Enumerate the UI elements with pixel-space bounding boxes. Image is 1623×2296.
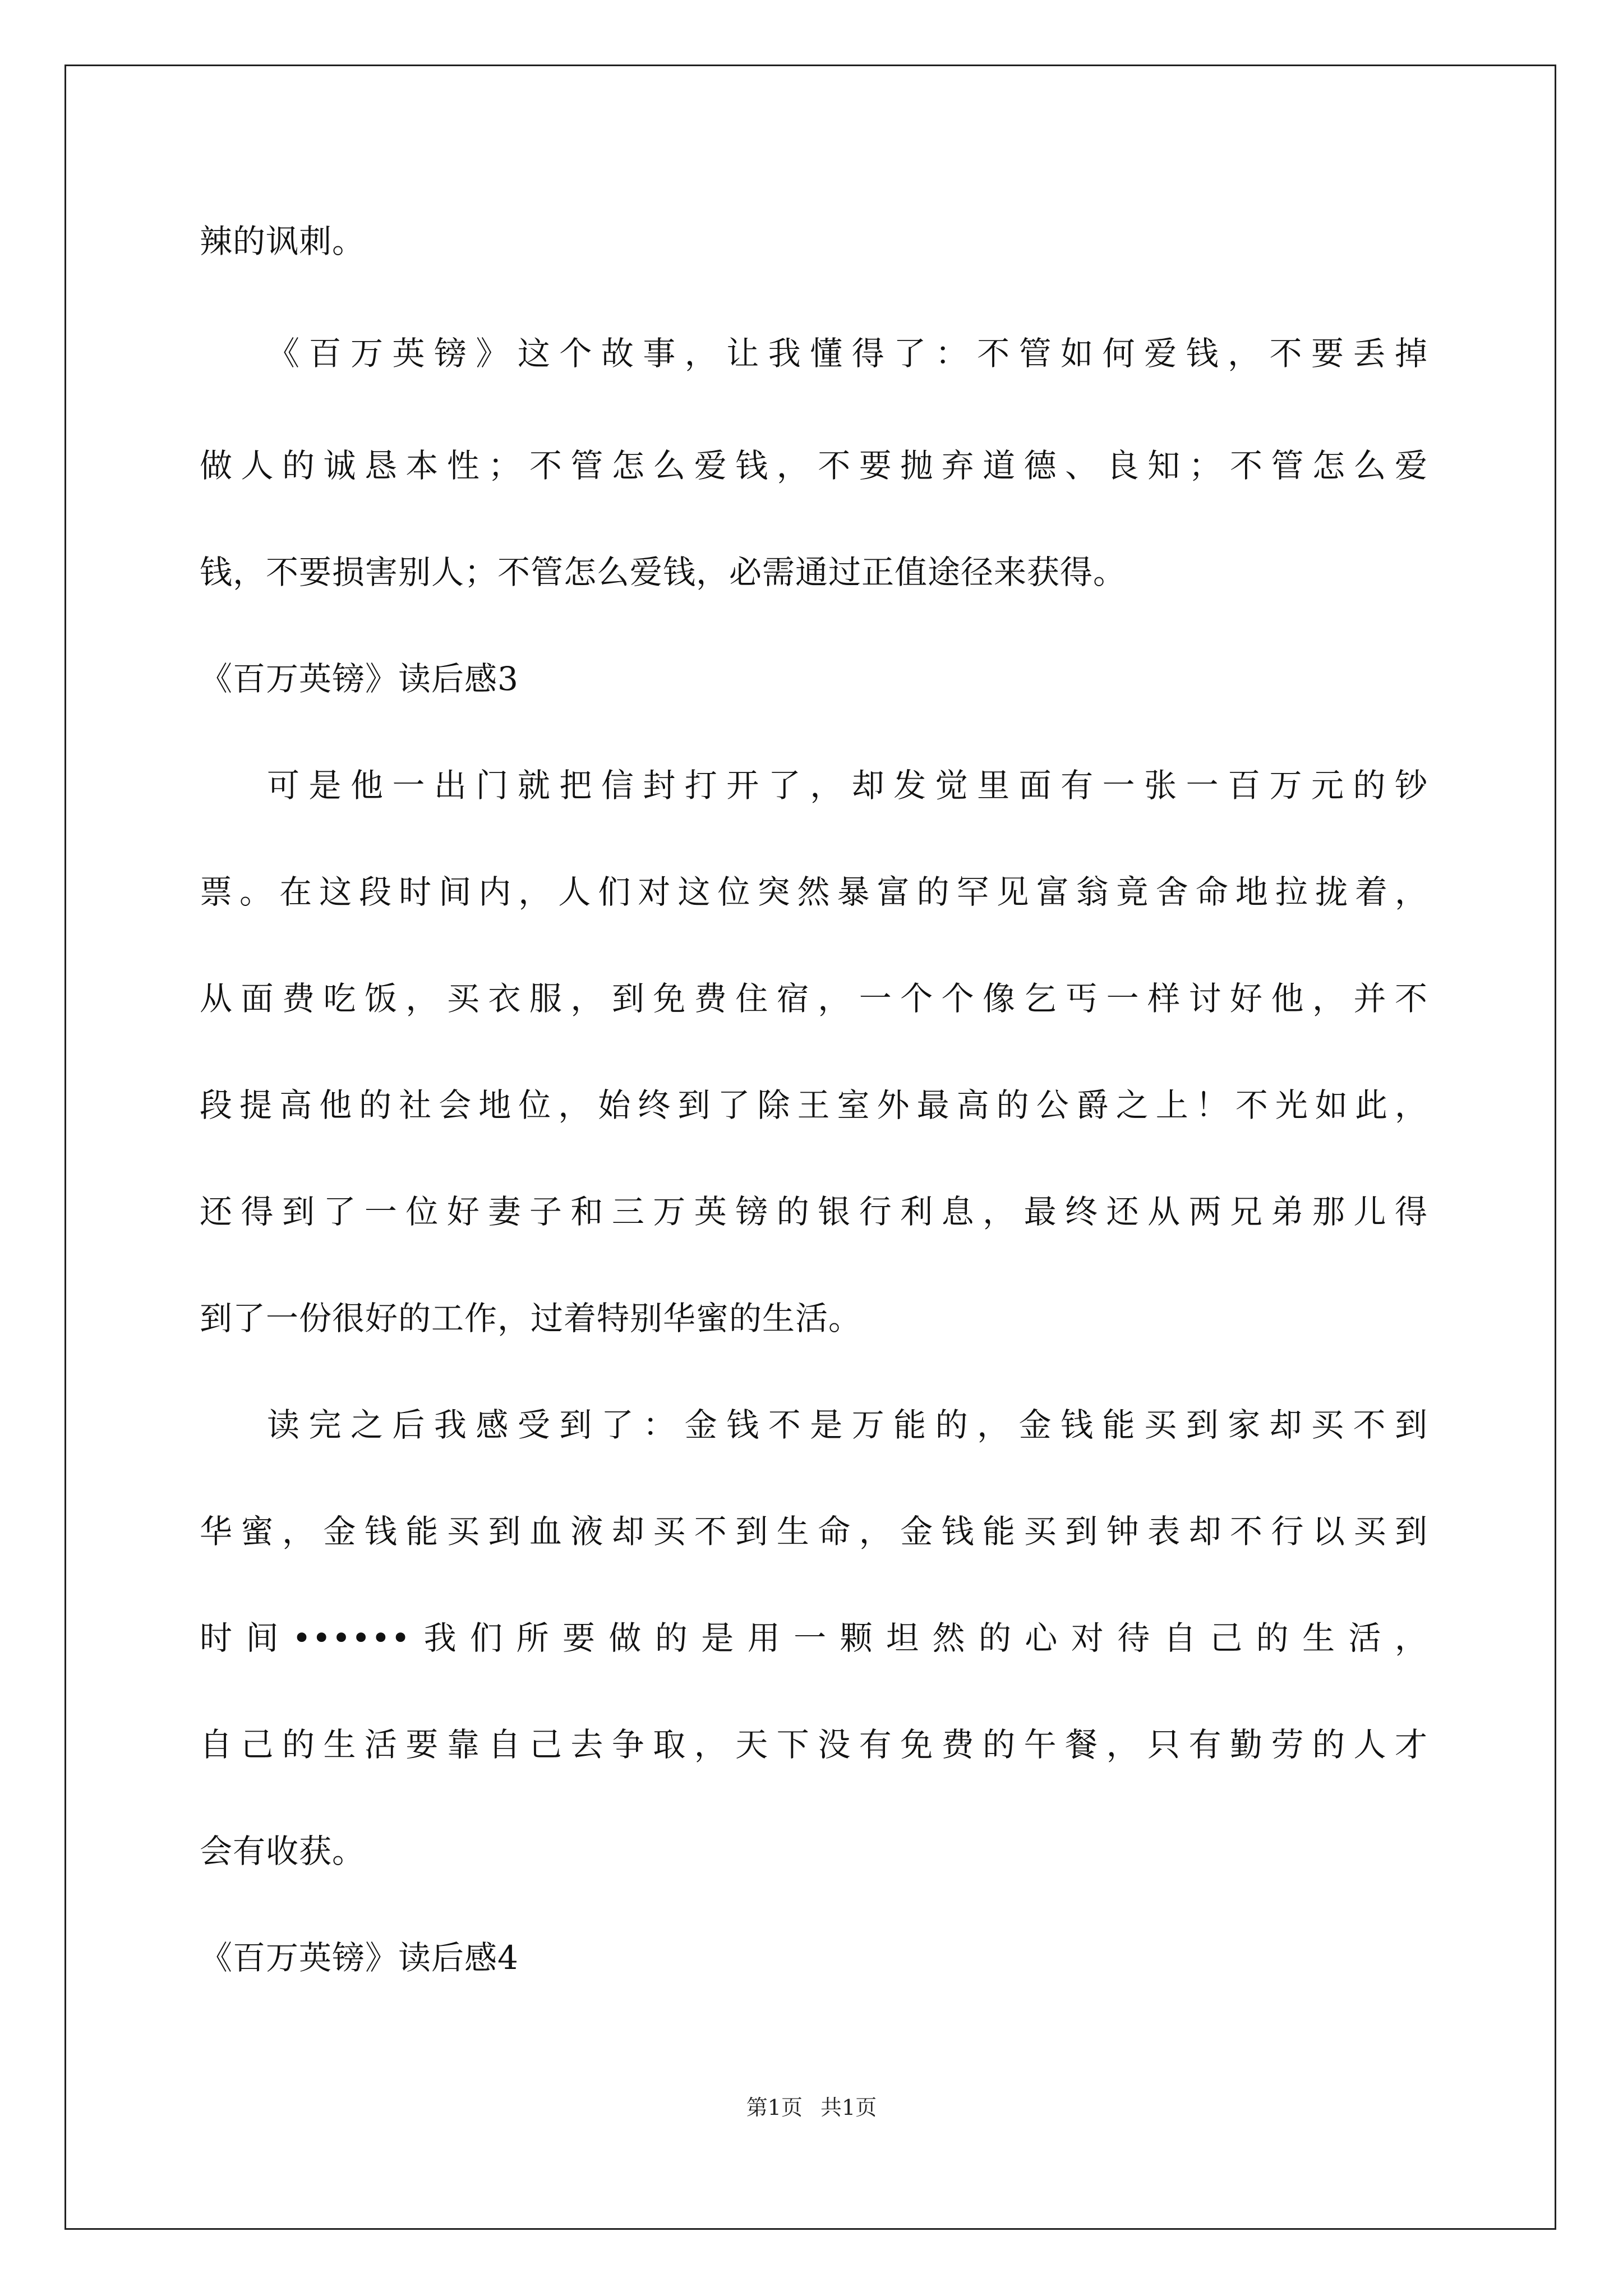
paragraph-line: 可是他一出门就把信封打开了，却发觉里面有一张一百万元的钞 xyxy=(267,766,1428,804)
paragraph-line: 自己的生活要靠自己去争取，天下没有免费的午餐，只有勤劳的人才 xyxy=(200,1726,1428,1764)
paragraph-line: 钱，不要损害别人；不管怎么爱钱，必需通过正值途径来获得。 xyxy=(200,553,1127,591)
paragraph-line: 辣的讽刺。 xyxy=(200,222,366,260)
paragraph-line: 做人的诚恳本性；不管怎么爱钱，不要抛弃道德、良知；不管怎么爱 xyxy=(200,447,1428,485)
paragraph-line: 《百万英镑》这个故事，让我懂得了：不管如何爱钱，不要丢掉 xyxy=(267,334,1428,372)
paragraph-line: 读完之后我感受到了：金钱不是万能的，金钱能买到家却买不到 xyxy=(267,1406,1428,1444)
section-heading: 《百万英镑》读后感4 xyxy=(200,1939,519,1977)
paragraph-line: 会有收获。 xyxy=(200,1832,366,1870)
page-border xyxy=(64,65,1556,2230)
section-heading: 《百万英镑》读后感3 xyxy=(200,660,519,698)
paragraph-line: 还得到了一位好妻子和三万英镑的银行利息，最终还从两兄弟那儿得 xyxy=(200,1193,1428,1231)
paragraph-line: 时间••••••我们所要做的是用一颗坦然的心对待自己的生活， xyxy=(200,1619,1428,1657)
paragraph-line: 华蜜，金钱能买到血液却买不到生命，金钱能买到钟表却不行以买到 xyxy=(200,1512,1428,1550)
page-footer: 第1页 共1页 xyxy=(746,2095,877,2120)
paragraph-line: 从面费吃饭，买衣服，到免费住宿，一个个像乞丐一样讨好他，并不 xyxy=(200,979,1428,1018)
paragraph-line: 段提高他的社会地位，始终到了除王室外最高的公爵之上！不光如此， xyxy=(200,1086,1428,1124)
paragraph-line: 票。在这段时间内，人们对这位突然暴富的罕见富翁竟舍命地拉拢着， xyxy=(200,873,1428,911)
paragraph-line: 到了一份很好的工作，过着特别华蜜的生活。 xyxy=(200,1299,862,1337)
